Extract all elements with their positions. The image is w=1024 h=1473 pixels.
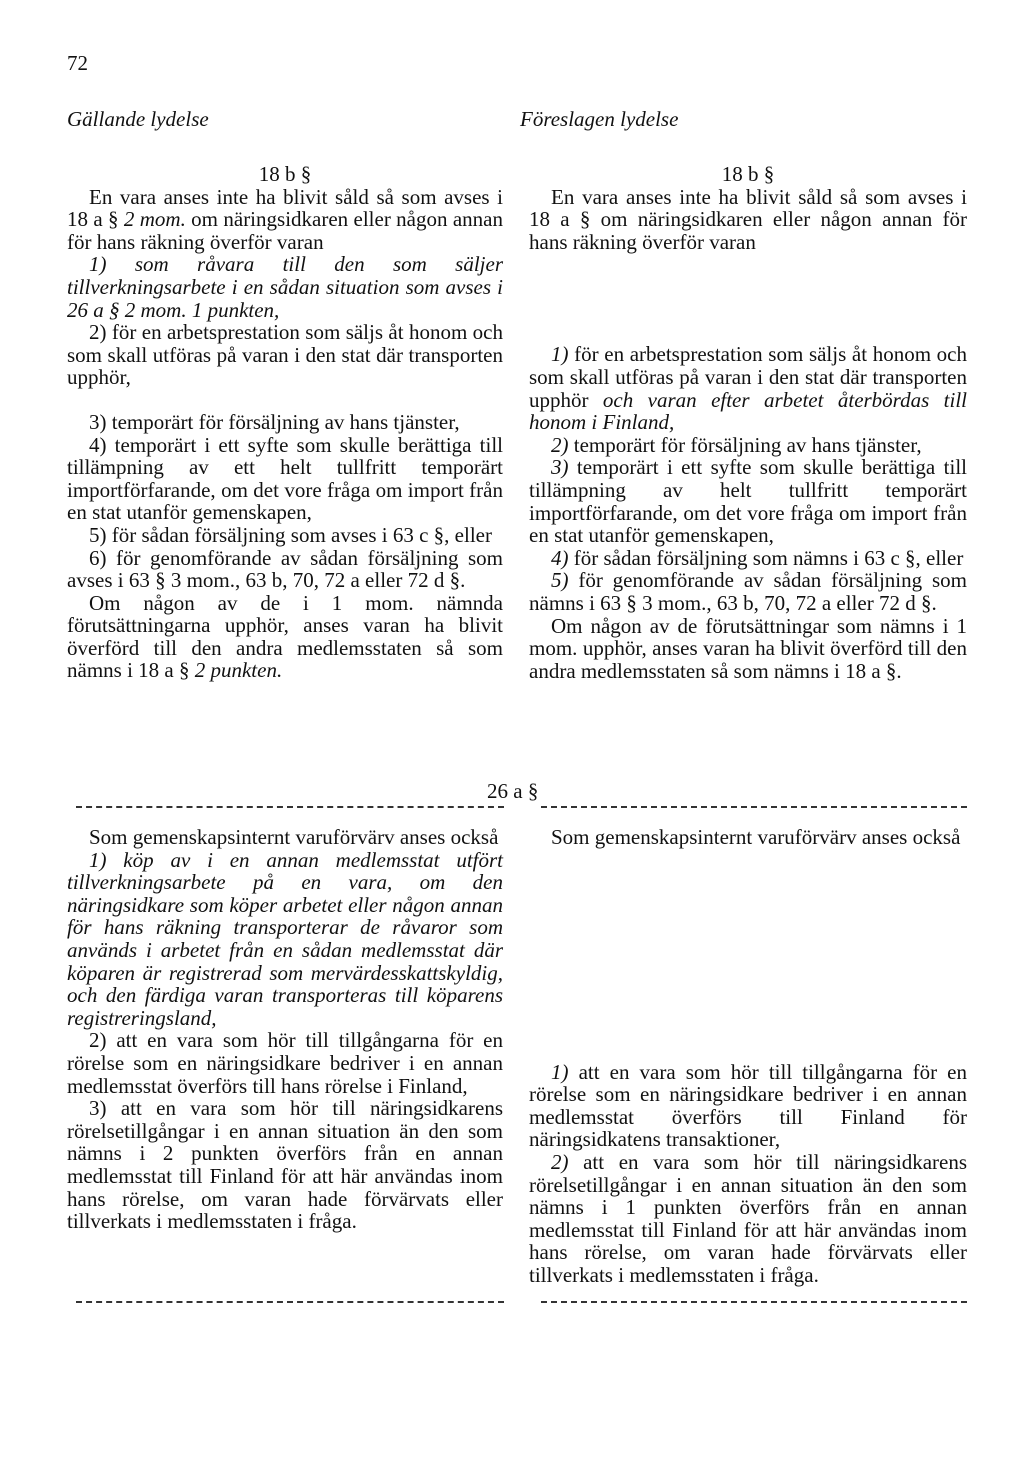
- omission-divider-bottom: [541, 1301, 967, 1303]
- item-text: att en vara som hör till näringsidkarens rörelsetillgångar i en annan situation än den som nämns i 1 punkten överförs från en annan medlemsstat till Finland för att här användas inom hans rörelse, om varan hade förvärvats eller tillverkats i medlemsstaten i fråga.: [529, 1149, 967, 1287]
- item-number: 5): [551, 568, 569, 593]
- column-header-proposed: Föreslagen lydelse: [520, 107, 679, 131]
- list-item-5: 5) för sådan försäljning som avses i 63 c §, eller: [89, 522, 492, 547]
- list-item-3: 3) att en vara som hör till näringsidkarens rörelsetillgångar i en annan situation än den som nämns i 2 punkten överförs från en annan medlemsstat till Finland för att här användas inom hans rörelse, om varan hade förvärvats eller tillverkats i medlemsstaten i fråga.: [67, 1096, 503, 1234]
- list-item-2: [529, 1151, 967, 1287]
- paragraph-intro: [67, 186, 503, 254]
- item-text: för genomförande av sådan försäljning som nämns i 63 § 3 mom., 63 b, 70, 72 a eller 72 d §.: [529, 568, 967, 615]
- left-section-18b: [67, 163, 503, 682]
- list-item-4: 4) temporärt i ett syfte som skulle berättiga till tillämpning av ett helt tullfritt temporärt importförfarande, om det vore fråga om import från en stat utanför gemenskapen,: [67, 432, 503, 525]
- list-item-2: [529, 434, 967, 457]
- item-number: 3): [551, 455, 569, 480]
- list-item-6: 6) för genomförande av sådan försäljning som avses i 63 § 3 mom., 63 b, 70, 72 a eller 72 d §.: [67, 545, 503, 593]
- closing-text: Om någon av de i 1 mom. nämnda förutsättningarna upphör, anses varan ha blivit överförd till den andra medlemsstaten så som nämns i 18 a §: [67, 590, 503, 683]
- list-item-1: [529, 343, 967, 433]
- omission-divider: [76, 806, 504, 808]
- right-section-18b: [529, 163, 967, 682]
- intro-text-cont: om näringsidkaren eller någon annan för hans räkning överför varan: [67, 207, 503, 254]
- closing-italic: 2 punkten.: [194, 658, 283, 683]
- list-item-5: [529, 569, 967, 614]
- paragraph-closing: Om någon av de förutsättningar som nämns i 1 mom. upphör, anses varan ha blivit överförd till den andra medlemsstaten så som nämns i 18 a §.: [529, 613, 967, 683]
- list-item-1: [529, 1061, 967, 1151]
- omission-divider: [541, 806, 967, 808]
- left-section-26a: [67, 826, 503, 1233]
- omission-divider-bottom: [76, 1301, 504, 1303]
- list-item-1: 1) köp av i en annan medlemsstat utfört tillverkningsarbete på en vara, om den näringsidkare som köper arbetet eller någon annan för hans räkning transporterar de råvaror som används i arbetet från en sådan medlemsstat där köparen är registrerad som mervärdesskattskyldig, och den färdiga varan transporteras till köparens registreringsland,: [67, 847, 503, 1030]
- item-number: 4): [551, 545, 569, 570]
- item-number: 2): [551, 1149, 569, 1174]
- paragraph-intro: Som gemenskapsinternt varuförvärv anses också: [551, 825, 961, 849]
- column-header-current: Gällande lydelse: [67, 107, 209, 131]
- item-text: för en arbetsprestation som säljs åt honom och som skall utföras på varan i den stat där transporten upphör: [529, 342, 967, 412]
- list-item-2: 2) att en vara som hör till tillgångarna för en rörelse som en näringsidkare bedriver i en annan medlemsstat överförs till hans rörelse i Finland,: [67, 1028, 503, 1098]
- item-number: 1): [551, 342, 569, 367]
- list-item-4: [529, 547, 967, 570]
- item-number: 1): [551, 1059, 569, 1084]
- paragraph-intro: En vara anses inte ha blivit såld så som avses i 18 a § om näringsidkaren eller någon annan för hans räkning överför varan: [529, 184, 967, 254]
- list-item-1: 1) som råvara till den som säljer tillverkningsarbete i en sådan situation som avses i 26 a § 2 mom. 1 punkten,: [67, 252, 503, 322]
- item-text: temporärt i ett syfte som skulle berättiga till tillämpning av helt tullfritt temporärt importförfarande, om det vore fråga om import från en stat utanför gemenskapen,: [529, 455, 967, 548]
- section-heading: 18 b §: [258, 162, 312, 186]
- list-item-3: [529, 456, 967, 546]
- item-text-italic: och varan efter arbetet återbördas till honom i Finland,: [529, 387, 968, 435]
- list-item-3: 3) temporärt för försäljning av hans tjänster,: [89, 409, 460, 434]
- paragraph-closing: [67, 592, 503, 682]
- right-section-26a: [529, 826, 967, 1287]
- section-heading-26a: 26 a §: [487, 779, 539, 803]
- item-number: 2): [551, 432, 569, 457]
- intro-text: En vara anses inte ha blivit såld så som avses i 18 a §: [67, 184, 503, 232]
- section-heading: 18 b §: [721, 162, 775, 186]
- item-text: temporärt för försäljning av hans tjänster,: [568, 432, 922, 457]
- intro-italic: 2 mom.: [123, 207, 186, 232]
- item-text: att en vara som hör till tillgångarna för en rörelse som en näringsidkare bedriver i en annan medlemsstat överförs till Finland för näringsidkatens transaktioner,: [529, 1059, 967, 1152]
- list-item-2: 2) för en arbetsprestation som säljs åt honom och som skall utföras på varan i den stat där transporten upphör,: [67, 320, 503, 390]
- item-text: för sådan försäljning som nämns i 63 c §, eller: [568, 545, 964, 570]
- page-number: 72: [67, 51, 88, 75]
- paragraph-intro: Som gemenskapsinternt varuförvärv anses också: [89, 825, 499, 849]
